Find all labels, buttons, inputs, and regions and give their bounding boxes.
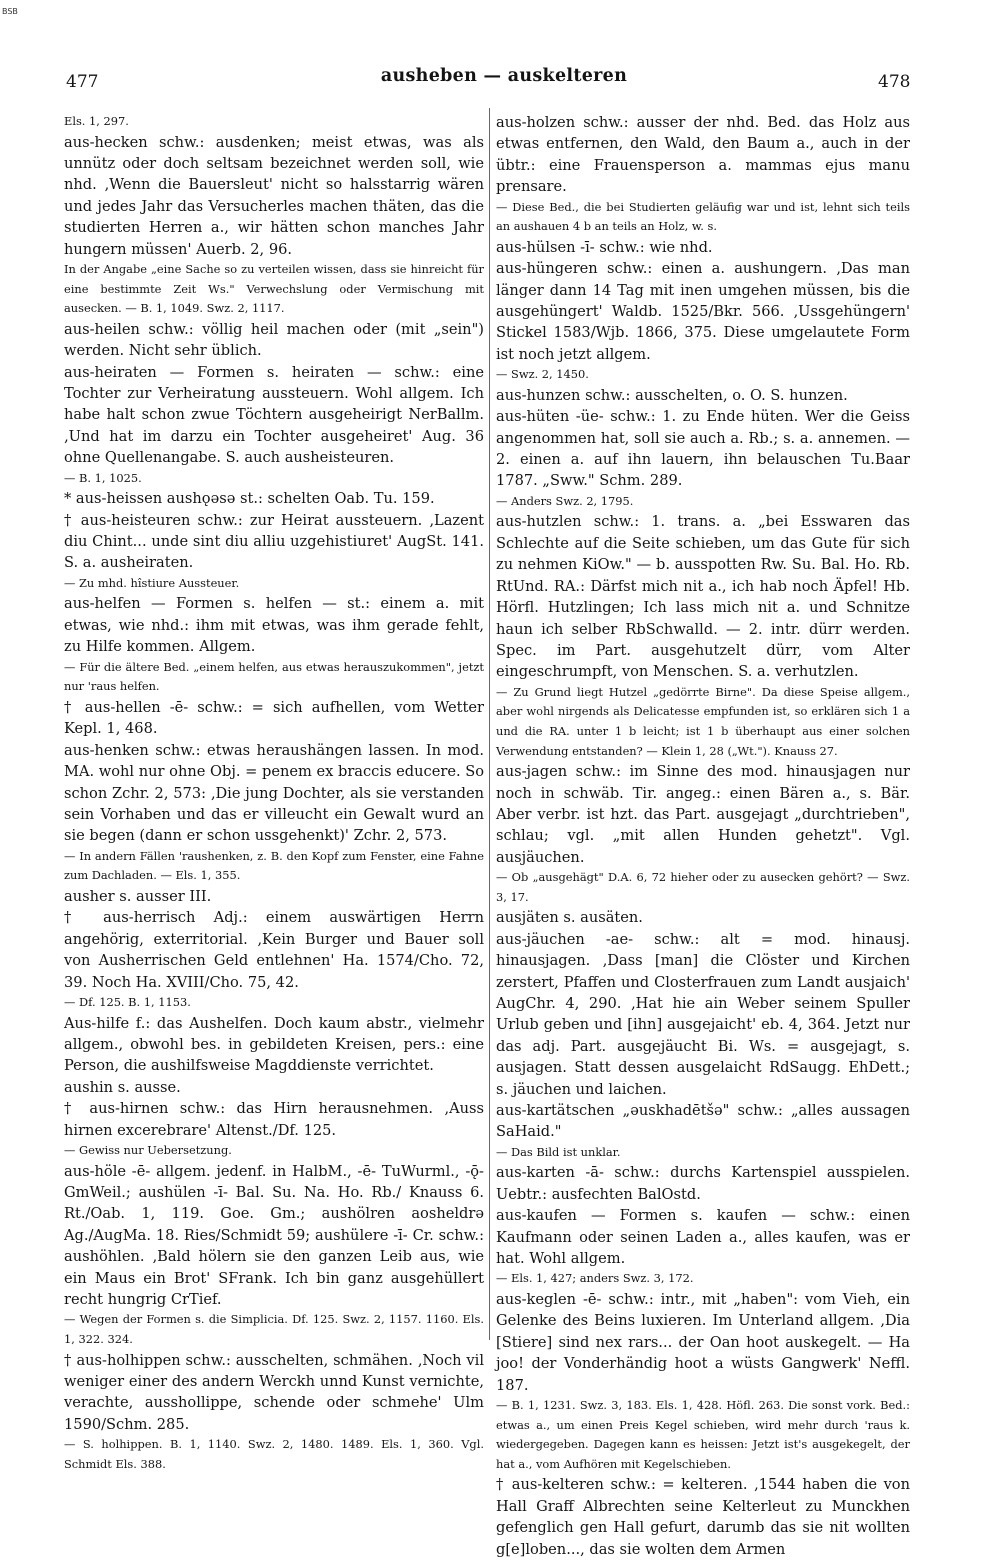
dictionary-entry: — Df. 125. B. 1, 1153. — [64, 994, 191, 1009]
dictionary-entry: aushin s. ausse. — [64, 1078, 181, 1096]
dictionary-entry: — Diese Bed., die bei Studierten geläufig war und ist, lehnt sich teils an aushauen 4 b an teils an Holz, w. s. — [496, 199, 910, 234]
dictionary-entry: aus-höle -ē- allgem. jedenf. in HalbM., -ē- TuWurml., -ǭ- GmWeil.; aushülen -ī- Bal. Su. Na. Ho. Rb./ Knauss 6. Rt./Oab. 1, 119. Goe. Gm.; aushölren aosheldrə Ag./AugMa. 18. Ries/Schmidt 59; aushülere -ī- Cr. schw.: aushöhlen. ‚Bald hölern sie den ganzen Leib aus, wie ein Maus ein Brot' SFrank. Ich bin ganz ausgehüllert recht hungrig CrTief. — [64, 1162, 484, 1308]
dictionary-entry: — Swz. 2, 1450. — [496, 367, 589, 382]
dictionary-entry: † aus-herrisch Adj.: einem auswärtigen Herrn angehörig, exterritorial. ‚Kein Burger und Bauer soll von Ausherrischen Geld entlehnen' Ha. 1574/Cho. 72, 39. Noch Ha. XVIII/Cho. 75, 42. — [64, 909, 484, 991]
dictionary-entry: aus-jäuchen -ae- schw.: alt = mod. hinausj. hinausjagen. ‚Dass [man] die Clöster und Kirchen zerstert, Pfaffen und Closterfrauen zum Landt ausjaich' AugChr. 4, 290. ‚Hat hie ain Weber seinem Spuller Urlub geben und [ihn] ausgejaicht' eb. 4, 364. Jetzt nur das adj. Part. ausgejäucht Bi. Ws. = ausgejagt, s. ausjagen. Statt dessen ausgelaicht RdSaugg. EhDett.; s. jäuchen und laichen. — [496, 930, 910, 1098]
dictionary-entry: — Els. 1, 427; anders Swz. 3, 172. — [496, 1271, 694, 1286]
dictionary-entry: — Das Bild ist unklar. — [496, 1144, 621, 1159]
dictionary-entry: aus-kartätschen „əuskhadētšə" schw.: „alles aussagen SaHaid." — [496, 1101, 910, 1141]
dictionary-entry: aus-kaufen — Formen s. kaufen — schw.: einen Kaufmann oder seinen Laden a., alles kaufen, was er hat. Wohl allgem. — [496, 1207, 910, 1267]
dictionary-entry: — Gewiss nur Uebersetzung. — [64, 1142, 232, 1157]
dictionary-entry: ausher s. ausser III. — [64, 887, 212, 905]
column-divider — [489, 108, 490, 1340]
dictionary-entry: Aus-hilfe f.: das Aushelfen. Doch kaum abstr., vielmehr allgem., obwohl bes. in gebildeten Kreisen, pers.: eine Person, die aushilfsweise Magddienste verrichtet. — [64, 1014, 484, 1075]
dictionary-entry: — In andern Fällen 'raushenken, z. B. den Kopf zum Fenster, eine Fahne zum Dachladen. — Els. 1, 355. — [64, 848, 484, 883]
dictionary-entry: — Zu Grund liegt Hutzel „gedörrte Birne". Da diese Speise allgem., aber wohl nirgends als Delicatesse empfunden ist, so erklären sich 1 a und die RA. unter 1 b leicht; ist 1 b überhaupt aus einer solchen Verwendung entstanden? — Klein 1, 28 („Wt."). Knauss 27. — [496, 684, 910, 758]
dictionary-entry: † aus-hirnen schw.: das Hirn herausnehmen. ‚Auss hirnen excerebrare' Altenst./Df. 125. — [64, 1100, 484, 1139]
dictionary-entry: aus-heilen schw.: völlig heil machen oder (mit „sein") werden. Nicht sehr üblich. — [64, 320, 484, 360]
dictionary-entry: * aus-heissen aushǫəsə st.: schelten Oab. Tu. 159. — [64, 490, 435, 508]
dictionary-entry: Els. 1, 297. — [64, 114, 129, 128]
dictionary-entry: — Ob „ausgehägt" D.A. 6, 72 hieher oder zu ausecken gehört? — Swz. 3, 17. — [496, 870, 910, 904]
dictionary-entry: aus-hunzen schw.: ausschelten, o. O. S. hunzen. — [496, 386, 848, 404]
dictionary-entry: † aus-hellen -ē- schw.: = sich aufhellen, vom Wetter Kepl. 1, 468. — [64, 698, 484, 738]
dictionary-entry: — Wegen der Formen s. die Simplicia. Df. 125. Swz. 2, 1157. 1160. Els. 1, 322. 324. — [64, 1312, 484, 1346]
dictionary-entry: — Für die ältere Bed. „einem helfen, aus etwas herauszukommen", jetzt nur 'raus helfen. — [64, 659, 484, 694]
dictionary-entry: aus-hüngeren schw.: einen a. aushungern. ‚Das man länger dann 14 Tag mit inen umgehen müssen, bis die ausgehüngert' Waldb. 1525/Bkr. 566. ‚Ussgehüngern' Stickel 1583/Wjb. 1866, 375. Diese umgelautete Form ist noch jetzt allgem. — [496, 260, 910, 363]
dictionary-entry: aus-hüten -üe- schw.: 1. zu Ende hüten. Wer die Geiss angenommen hat, soll sie auch a. Rb.; s. a. annemen. — 2. einen a. auf ihn lauern, ihn belauschen Tu.Baar 1787. „Sww." Schm. 289. — [496, 408, 910, 490]
dictionary-entry: † aus-kelteren schw.: = kelteren. ‚1544 haben die von Hall Graff Albrechten seine Kelterleut zu Munckhen gefenglich gen Hall gefurt, darumb das sie nit wollten g[e]loben..., das sie wolten dem Armen — [496, 1476, 910, 1558]
left-column — [64, 112, 485, 1471]
dictionary-entry: — B. 1, 1025. — [64, 470, 142, 485]
dictionary-entry: — S. holhippen. B. 1, 1140. Swz. 2, 1480. 1489. Els. 1, 360. Vgl. Schmidt Els. 388. — [64, 1437, 484, 1471]
dictionary-entry: — Zu mhd. hîstiure Aussteuer. — [64, 575, 240, 590]
dictionary-entry: aus-helfen — Formen s. helfen — st.: einem a. mit etwas, wie nhd.: ihm mit etwas, was ihm gerade fehlt, zu Hilfe kommen. Allgem. — [64, 595, 484, 656]
dictionary-entry: ausjäten s. ausäten. — [496, 909, 643, 927]
dictionary-entry: aus-jagen schw.: im Sinne des mod. hinausjagen nur noch in schwäb. Tir. angeg.: einen Bären a., s. Bär. Aber verbr. ist hzt. das Part. ausgejagt „durchtrieben", schlau; vgl. „mit allen Hunden gehetzt". Vgl. ausjäuchen. — [496, 763, 910, 866]
page-number-right: 478 — [878, 72, 911, 92]
dictionary-entry: aus-heiraten — Formen s. heiraten — schw.: eine Tochter zur Verheiratung aussteuern. Wohl allgem. Ich habe halt schon zwue Töchtern ausgeheirigt NerBallm. ‚Und hat im darzu ein Tochter ausgeheiret' Aug. 36 ohne Quellenangabe. S. auch ausheisteuren. — [64, 363, 484, 467]
running-title: ausheben — auskelteren — [380, 66, 628, 86]
dictionary-entry: aus-keglen -ē- schw.: intr., mit „haben": vom Vieh, ein Gelenke des Beins luxieren. Im Unterland allgem. ‚Dia [Stiere] sind nex rars... der Oan hoot auskegelt. — Ha joo! der Vonderhändig hoot a wüsts Gangwerk' Neffl. 187. — [496, 1291, 910, 1394]
right-column — [496, 112, 910, 1558]
dictionary-entry: aus-hülsen -ī- schw.: wie nhd. — [496, 238, 713, 256]
page-number-left: 477 — [66, 72, 99, 92]
dictionary-entry: In der Angabe „eine Sache so zu verteilen wissen, dass sie hinreicht für eine bestimmte Zeit Ws." Verwechslung oder Vermischung mit ausecken. — B. 1, 1049. Swz. 2, 1117. — [64, 262, 484, 316]
dictionary-entry: aus-karten -ā- schw.: durchs Kartenspiel ausspielen. Uebtr.: ausfechten BalOstd. — [496, 1164, 910, 1203]
dictionary-entry: aus-hutzlen schw.: 1. trans. a. „bei Esswaren das Schlechte auf die Seite schieben, um das Gute für sich zu nehmen KiOw." — b. ausspotten Rw. Su. Bal. Ho. Rb. RtUnd. RA.: Därfst mich nit a., ich hab noch Äpfel! Hb. Hörfl. Hutzlingen; Ich lass mich nit a. und Schnitze haun ich selber RbSchwalld. — 2. intr. dürr werden. Spec. im Part. ausgehutzelt dürr, vom Alter eingeschrumpft, von Menschen. S. a. verhutzlen. — [496, 513, 910, 681]
library-stamp: BSB — [2, 7, 18, 16]
dictionary-entry: aus-henken schw.: etwas heraushängen lassen. In mod. MA. wohl nur ohne Obj. = penem ex braccis educere. So schon Zchr. 2, 573: ‚Die jung Dochter, als sie verstanden sein Vorhaben und das er villeucht ein Gewalt wurd an sie begen (dann er schon ussgehenkt)' Zchr. 2, 573. — [64, 741, 485, 845]
dictionary-entry: aus-holzen schw.: ausser der nhd. Bed. das Holz aus etwas entfernen, den Wald, den Baum a., auch in der übtr.: eine Frauensperson a. mammas ejus manu prensare. — [496, 114, 910, 196]
dictionary-entry: — Anders Swz. 2, 1795. — [496, 493, 634, 508]
dictionary-entry: — B. 1, 1231. Swz. 3, 183. Els. 1, 428. Höfl. 263. Die sonst vork. Bed.: etwas a., um einen Preis Kegel schieben, wird mehr durch 'raus k. wiedergegeben. Dagegen kann es heissen: Jetzt ist's ausgekegelt, der hat a., vom Aufhören mit Kegelschieben. — [496, 1398, 910, 1471]
dictionary-entry: † aus-holhippen schw.: ausschelten, schmähen. ‚Noch vil weniger einer des andern Werckh unnd Kunst vernichte, verachte, ausshollippe, schende oder schmehe' Ulm 1590/Schm. 285. — [64, 1351, 484, 1433]
dictionary-entry: aus-hecken schw.: ausdenken; meist etwas, was als unnütz oder doch seltsam bezeichnet werden soll, wie nhd. ‚Wenn die Bauersleut' nicht so halsstarrig wären und jedes Jahr das Versucherles machen thäten, das die studierten Herren a., wir hätten schon manches Jahr hungern müssen' Auerb. 2, 96. — [64, 133, 484, 258]
dictionary-entry: † aus-heisteuren schw.: zur Heirat aussteuern. ‚Lazent diu Chint... unde sint diu alliu uzgehistiuret' AugSt. 141. S. a. ausheiraten. — [64, 511, 484, 572]
